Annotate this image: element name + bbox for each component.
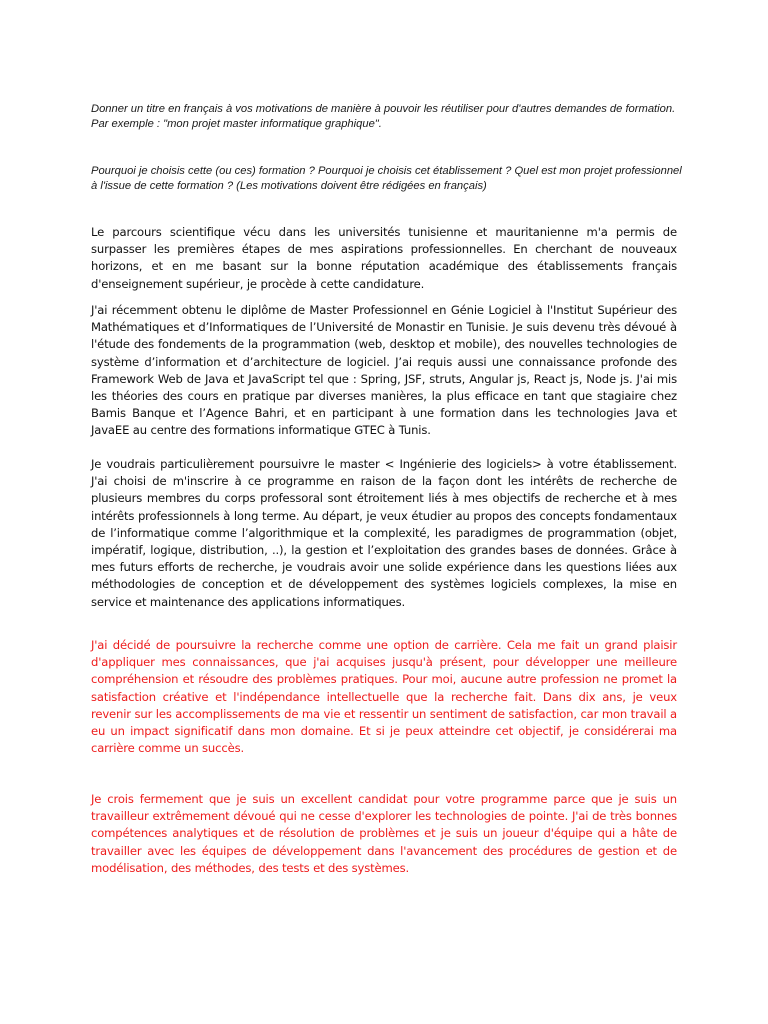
paragraph-academic-background: Le parcours scientifique vécu dans les universités tunisienne et mauritanienne m'a permis de surpasser les premières étapes de mes aspirations professionnelles. En cherchant de nouveaux horizons, et en me basant sur la bonne réputation académique des établissements français d'enseignement supérieur, je procède à cette candidature. [91,225,677,291]
paragraph-program-choice: Je voudrais particulièrement poursuivre le master < Ingénierie des logiciels> à votre établissement. J'ai choisi de m'inscrire à ce programme en raison de la façon dont les intérêts de recherche de plusieurs membres du corps professoral sont étroitement liés à mes objectifs de recherche et à mes intérêts professionnels à long terme. Au départ, je veux étudier au propos des concepts fondamentaux de l’informatique comme l’algorithmique et la complexité, les paradigmes de programmation (objet, impératif, logique, distribution, ..), la gestion et l’exploitation des grandes bases de données. Grâce à mes futurs efforts de recherche, je voudrais avoir une solide expérience dans les questions liées aux méthodologies de conception et de développement des systèmes logiciels complexes, la mise en service et maintenance des applications informatiques. [91,457,677,609]
motivation-questions-instruction: Pourquoi je choisis cette (ou ces) formation ? Pourquoi je choisis cet établissement ? Quel est mon projet professionnel à l'issue de cette formation ? (Les motivations doivent être rédigées en français) [91,165,682,192]
title-instruction: Donner un titre en français à vos motivations de manière à pouvoir les réutiliser pour d'autres demandes de formation. Par exemple : "mon projet master informatique graphique". [91,103,676,130]
paragraph-research-career: J'ai décidé de poursuivre la recherche comme une option de carrière. Cela me fait un grand plaisir d'appliquer mes connaissances, que j'ai acquises jusqu'à présent, pour développer une meilleure compréhension et résoudre des problèmes pratiques. Pour moi, aucune autre profession ne promet la satisfaction créative et l'indépendance intellectuelle que la recherche fait. Dans dix ans, je veux revenir sur les accomplissements de ma vie et ressentir un sentiment de satisfaction, car mon travail a eu un impact significatif dans mon domaine. Et si je peux atteindre cet objectif, je considérerai ma carrière comme un succès. [91,638,677,756]
paragraph-master-degree: J'ai récemment obtenu le diplôme de Master Professionnel en Génie Logiciel à l'Institut Supérieur des Mathématiques et d’Informatiques de l’Université de Monastir en Tunisie. Je suis devenu très dévoué à l'étude des fondements de la programmation (web, desktop et mobile), des nouvelles technologies de système d’information et d’architecture de logiciel. J’ai requis aussi une connaissance profonde des Framework Web de Java et JavaScript tel que : Spring, JSF, struts, Angular js, React js, Node js. J'ai mis les théories des cours en pratique par diverses manières, la plus efficace en tant que stagiaire chez Bamis Banque et l’Agence Bahri, et en participant à une formation dans les technologies Java et JavaEE au centre des formations informatique GTEC à Tunis. [91,303,677,438]
paragraph-candidate-strengths: Je crois fermement que je suis un excellent candidat pour votre programme parce que je suis un travailleur extrêmement dévoué qui ne cesse d'explorer les technologies de pointe. J'ai de très bonnes compétences analytiques et de résolution de problèmes et je suis un joueur d'équipe qui a hâte de travailler avec les équipes de développement dans l'avancement des procédures de gestion et de modélisation, des méthodes, des tests et des systèmes. [91,792,677,875]
